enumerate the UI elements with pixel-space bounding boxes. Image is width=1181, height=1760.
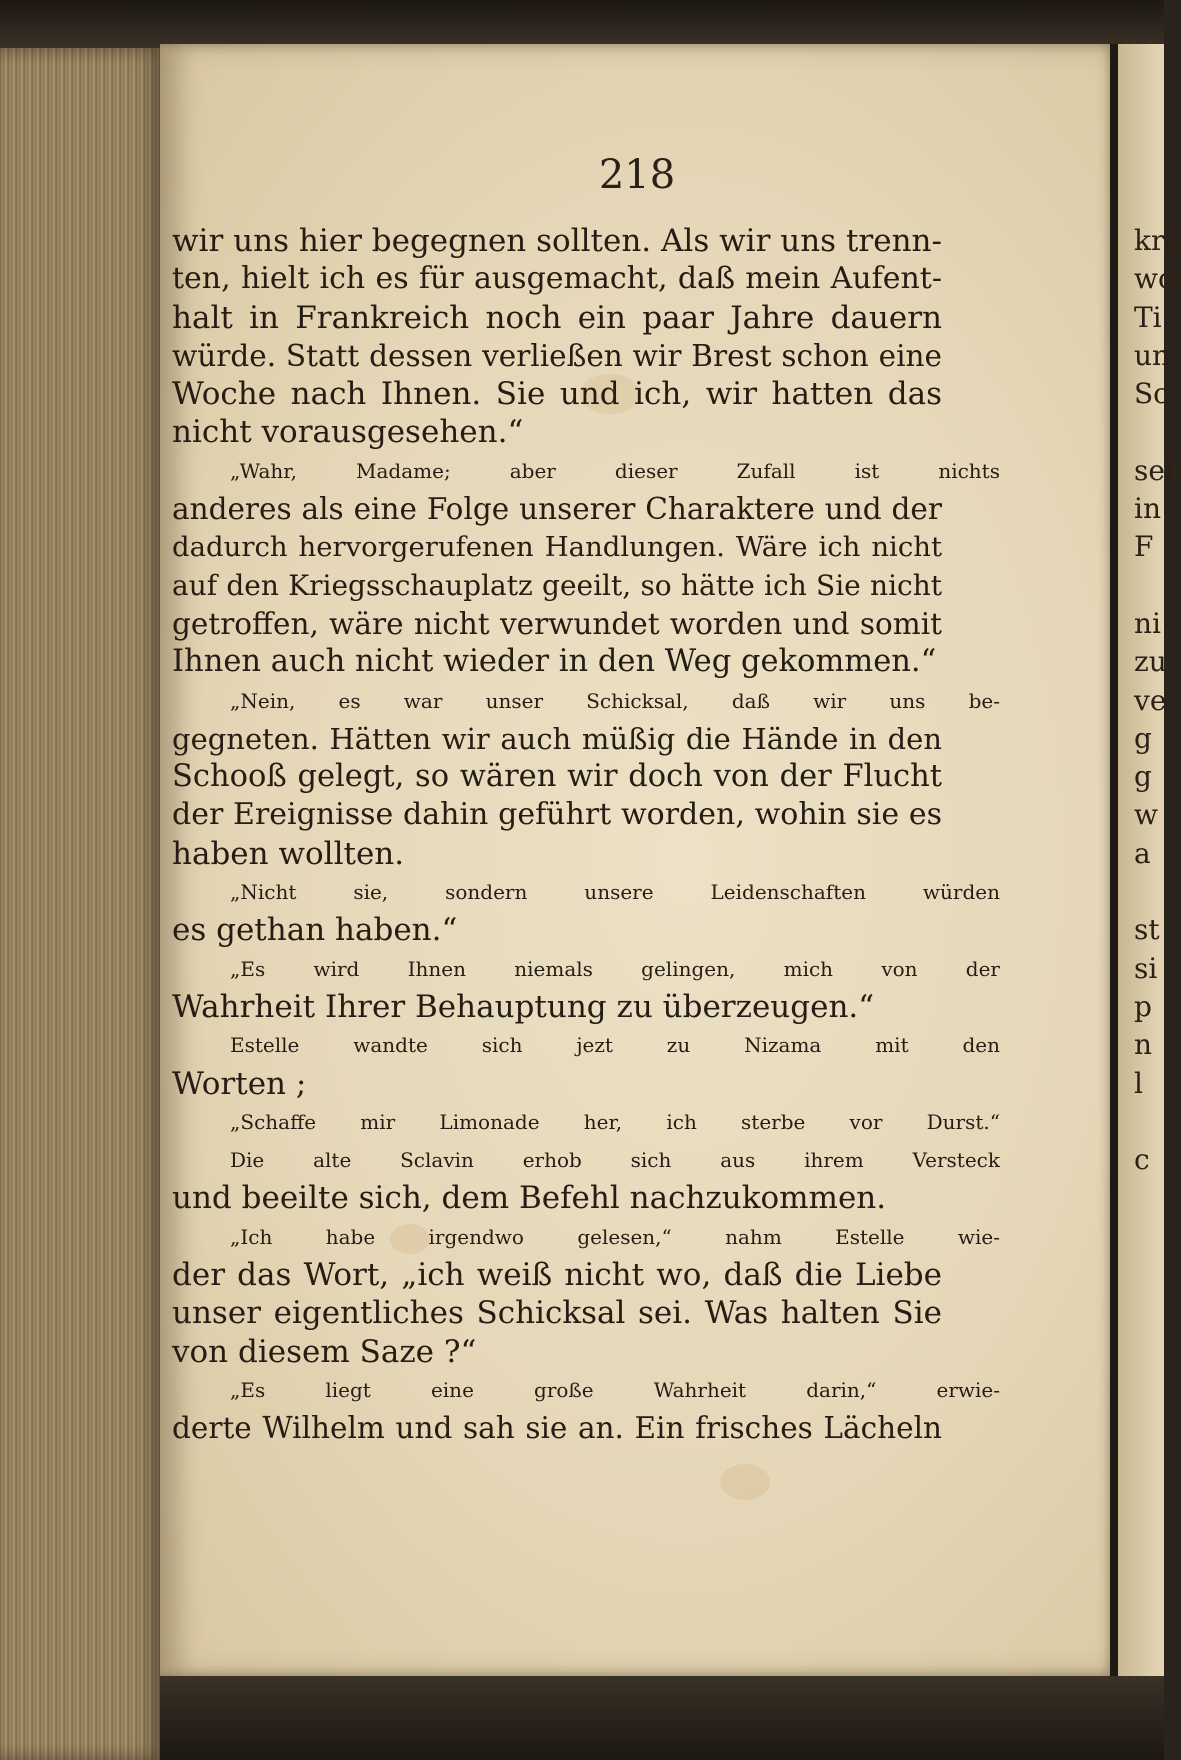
- text-line: Schooß gelegt, so wären wir doch von der Flucht: [172, 759, 942, 795]
- text-line: unser eigentliches Schicksal sei. Was halten Sie: [172, 1295, 942, 1332]
- text-line: getroffen, wäre nicht verwundet worden und somit: [172, 606, 942, 641]
- facing-page-fragment: [1134, 567, 1164, 605]
- text-line: Worten ;: [172, 1065, 307, 1102]
- facing-page-fragment: p: [1134, 989, 1152, 1023]
- text-line: haben wollten.: [172, 835, 405, 872]
- text-line: dadurch hervorgerufenen Handlungen. Wäre ich nicht: [172, 531, 942, 564]
- text-line: „Es wird Ihnen niemals gelingen, mich von der: [230, 956, 1000, 981]
- facing-page-fragment: [1134, 1256, 1164, 1294]
- text-line: gegneten. Hätten wir auch müßig die Hände in den: [172, 721, 942, 756]
- text-line: von diesem Saze ?“: [172, 1333, 477, 1370]
- text-line: halt in Frankreich noch ein paar Jahre dauern: [172, 299, 942, 336]
- text-line: wir uns hier begegnen sollten. Als wir uns trenn-: [172, 223, 942, 259]
- paper-stain: [720, 1464, 770, 1500]
- facing-page-fragment: un: [1134, 338, 1171, 372]
- facing-page-fragment: ni: [1134, 606, 1161, 640]
- facing-page-fragment: [1134, 1103, 1164, 1141]
- facing-page-fragment: g: [1134, 760, 1152, 794]
- book-top-edge: [0, 0, 1164, 48]
- facing-page-text: [1134, 222, 1181, 1448]
- text-line: der das Wort, „ich weiß nicht wo, daß die Liebe: [172, 1257, 942, 1294]
- text-line: „Schaffe mir Limonade her, ich sterbe vor Durst.“: [230, 1109, 1000, 1134]
- text-line: „Ich habe irgendwo gelesen,“ nahm Estelle wie-: [230, 1224, 1000, 1249]
- facing-page-fragment: F: [1134, 530, 1154, 564]
- page-edges: [0, 48, 168, 1760]
- text-line: auf den Kriegsschauplatz geeilt, so hätte ich Sie nicht: [172, 568, 942, 602]
- text-line: Wahrheit Ihrer Behauptung zu überzeugen.“: [172, 988, 875, 1025]
- text-line: „Es liegt eine große Wahrheit darin,“ erwie-: [230, 1377, 1000, 1402]
- book-bottom-edge: [160, 1676, 1164, 1760]
- page-number: 218: [598, 152, 676, 198]
- facing-page-fragment: g: [1134, 721, 1152, 755]
- facing-page-fragment: n: [1134, 1028, 1153, 1062]
- text-line: ten, hielt ich es für ausgemacht, daß mein Aufent-: [172, 261, 942, 297]
- text-line: anderes als eine Folge unserer Charaktere und der: [172, 492, 942, 527]
- page-text: [172, 222, 1128, 1448]
- facing-page-fragment: in: [1134, 492, 1161, 526]
- facing-page-fragment: [1134, 873, 1164, 911]
- facing-page-fragment: Sc: [1134, 377, 1169, 411]
- text-line: würde. Statt dessen verließen wir Brest schon eine: [172, 338, 942, 373]
- facing-page-fragment: [1134, 1179, 1164, 1217]
- text-line: „Nein, es war unser Schicksal, daß wir uns be-: [230, 688, 1000, 713]
- text-line: und beeilte sich, dem Befehl nachzukommen.: [172, 1180, 887, 1217]
- facing-page-fragment: l: [1134, 1066, 1143, 1100]
- facing-page-fragment: [1134, 1333, 1164, 1371]
- facing-page-fragment: w: [1134, 798, 1158, 832]
- facing-page-fragment: si: [1134, 951, 1158, 985]
- facing-page-fragment: [1134, 1218, 1164, 1256]
- facing-page-fragment: [1134, 1294, 1164, 1332]
- facing-page-fragment: a: [1134, 836, 1151, 870]
- text-line: es gethan haben.“: [172, 912, 458, 949]
- facing-page-fragment: c: [1134, 1143, 1150, 1177]
- facing-page-fragment: krä: [1134, 224, 1181, 257]
- facing-page-fragment: zu: [1134, 645, 1167, 679]
- facing-page-fragment: [1134, 1409, 1164, 1447]
- text-line: Estelle wandte sich jezt zu Nizama mit den: [230, 1033, 1000, 1058]
- facing-page-fragment: [1134, 413, 1164, 451]
- facing-page-fragment: Ti: [1134, 300, 1162, 334]
- text-line: nicht vorausgesehen.“: [172, 414, 524, 451]
- facing-page-fragment: st: [1134, 913, 1160, 947]
- text-line: derte Wilhelm und sah sie an. Ein frisches Lächeln: [172, 1411, 942, 1446]
- text-line: „Wahr, Madame; aber dieser Zufall ist nichts: [230, 458, 1000, 483]
- facing-page-fragment: sel: [1134, 453, 1174, 487]
- text-line: Die alte Sclavin erhob sich aus ihrem Versteck: [230, 1148, 1000, 1173]
- text-line: „Nicht sie, sondern unsere Leidenschaften würden: [230, 880, 1000, 905]
- facing-page-fragment: [1134, 1371, 1164, 1409]
- text-line: der Ereignisse dahin geführt worden, wohin sie es: [172, 797, 942, 833]
- text-line: Ihnen auch nicht wieder in den Weg gekommen.“: [172, 644, 937, 680]
- facing-page-fragment: wo: [1134, 262, 1175, 296]
- text-line: Woche nach Ihnen. Sie und ich, wir hatten das: [172, 376, 942, 413]
- facing-page-fragment: ve: [1134, 683, 1167, 717]
